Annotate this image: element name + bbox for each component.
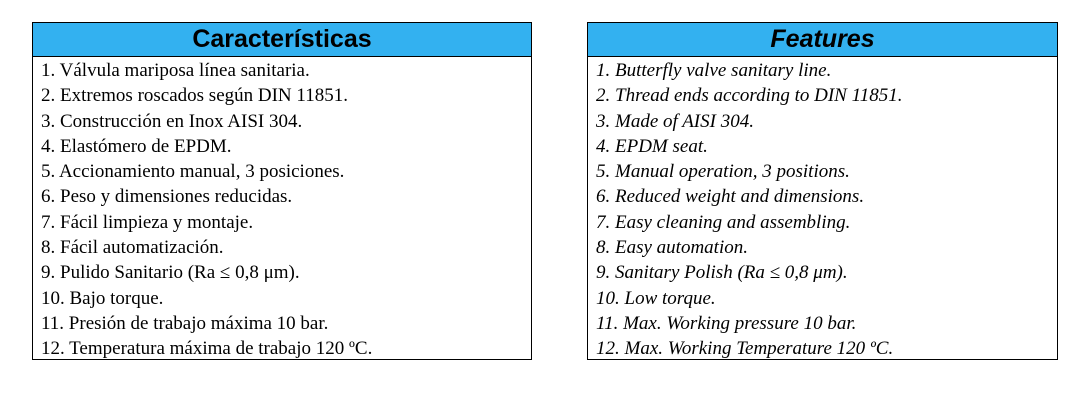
list-item: 5. Manual operation, 3 positions. <box>596 161 850 183</box>
english-features-list <box>588 57 1057 362</box>
list-item: 10. Bajo torque. <box>41 287 164 309</box>
list-item: 12. Max. Working Temperature 120 ºC. <box>596 338 894 360</box>
list-item: 1. Butterfly valve sanitary line. <box>596 60 832 81</box>
list-item: 4. Elastómero de EPDM. <box>41 135 232 157</box>
list-item: 6. Reduced weight and dimensions. <box>596 186 865 208</box>
list-item: 2. Thread ends according to DIN 11851. <box>596 85 903 107</box>
list-item: 9. Pulido Sanitario (Ra ≤ 0,8 μm). <box>41 262 300 284</box>
spanish-features-list <box>33 57 531 362</box>
list-item: 8. Fácil automatización. <box>41 237 224 259</box>
list-item: 7. Fácil limpieza y montaje. <box>41 211 254 233</box>
spanish-table-title: Características <box>33 23 531 57</box>
list-item: 10. Low torque. <box>596 287 716 309</box>
list-item: 2. Extremos roscados según DIN 11851. <box>41 85 348 107</box>
list-item: 9. Sanitary Polish (Ra ≤ 0,8 μm). <box>596 262 848 284</box>
list-item: 8. Easy automation. <box>596 237 748 259</box>
list-item: 6. Peso y dimensiones reducidas. <box>41 186 293 208</box>
english-table-title: Features <box>588 23 1057 57</box>
spanish-features-table <box>32 22 532 360</box>
list-item: 12. Temperatura máxima de trabajo 120 ºC. <box>41 338 373 360</box>
list-item: 4. EPDM seat. <box>596 135 708 157</box>
list-item: 3. Construcción en Inox AISI 304. <box>41 110 303 132</box>
list-item: 1. Válvula mariposa línea sanitaria. <box>41 60 310 81</box>
english-features-table <box>587 22 1058 360</box>
list-item: 11. Presión de trabajo máxima 10 bar. <box>41 312 329 334</box>
list-item: 3. Made of AISI 304. <box>596 110 754 132</box>
list-item: 7. Easy cleaning and assembling. <box>596 211 851 233</box>
list-item: 11. Max. Working pressure 10 bar. <box>596 312 857 334</box>
list-item: 5. Accionamiento manual, 3 posiciones. <box>41 161 345 183</box>
